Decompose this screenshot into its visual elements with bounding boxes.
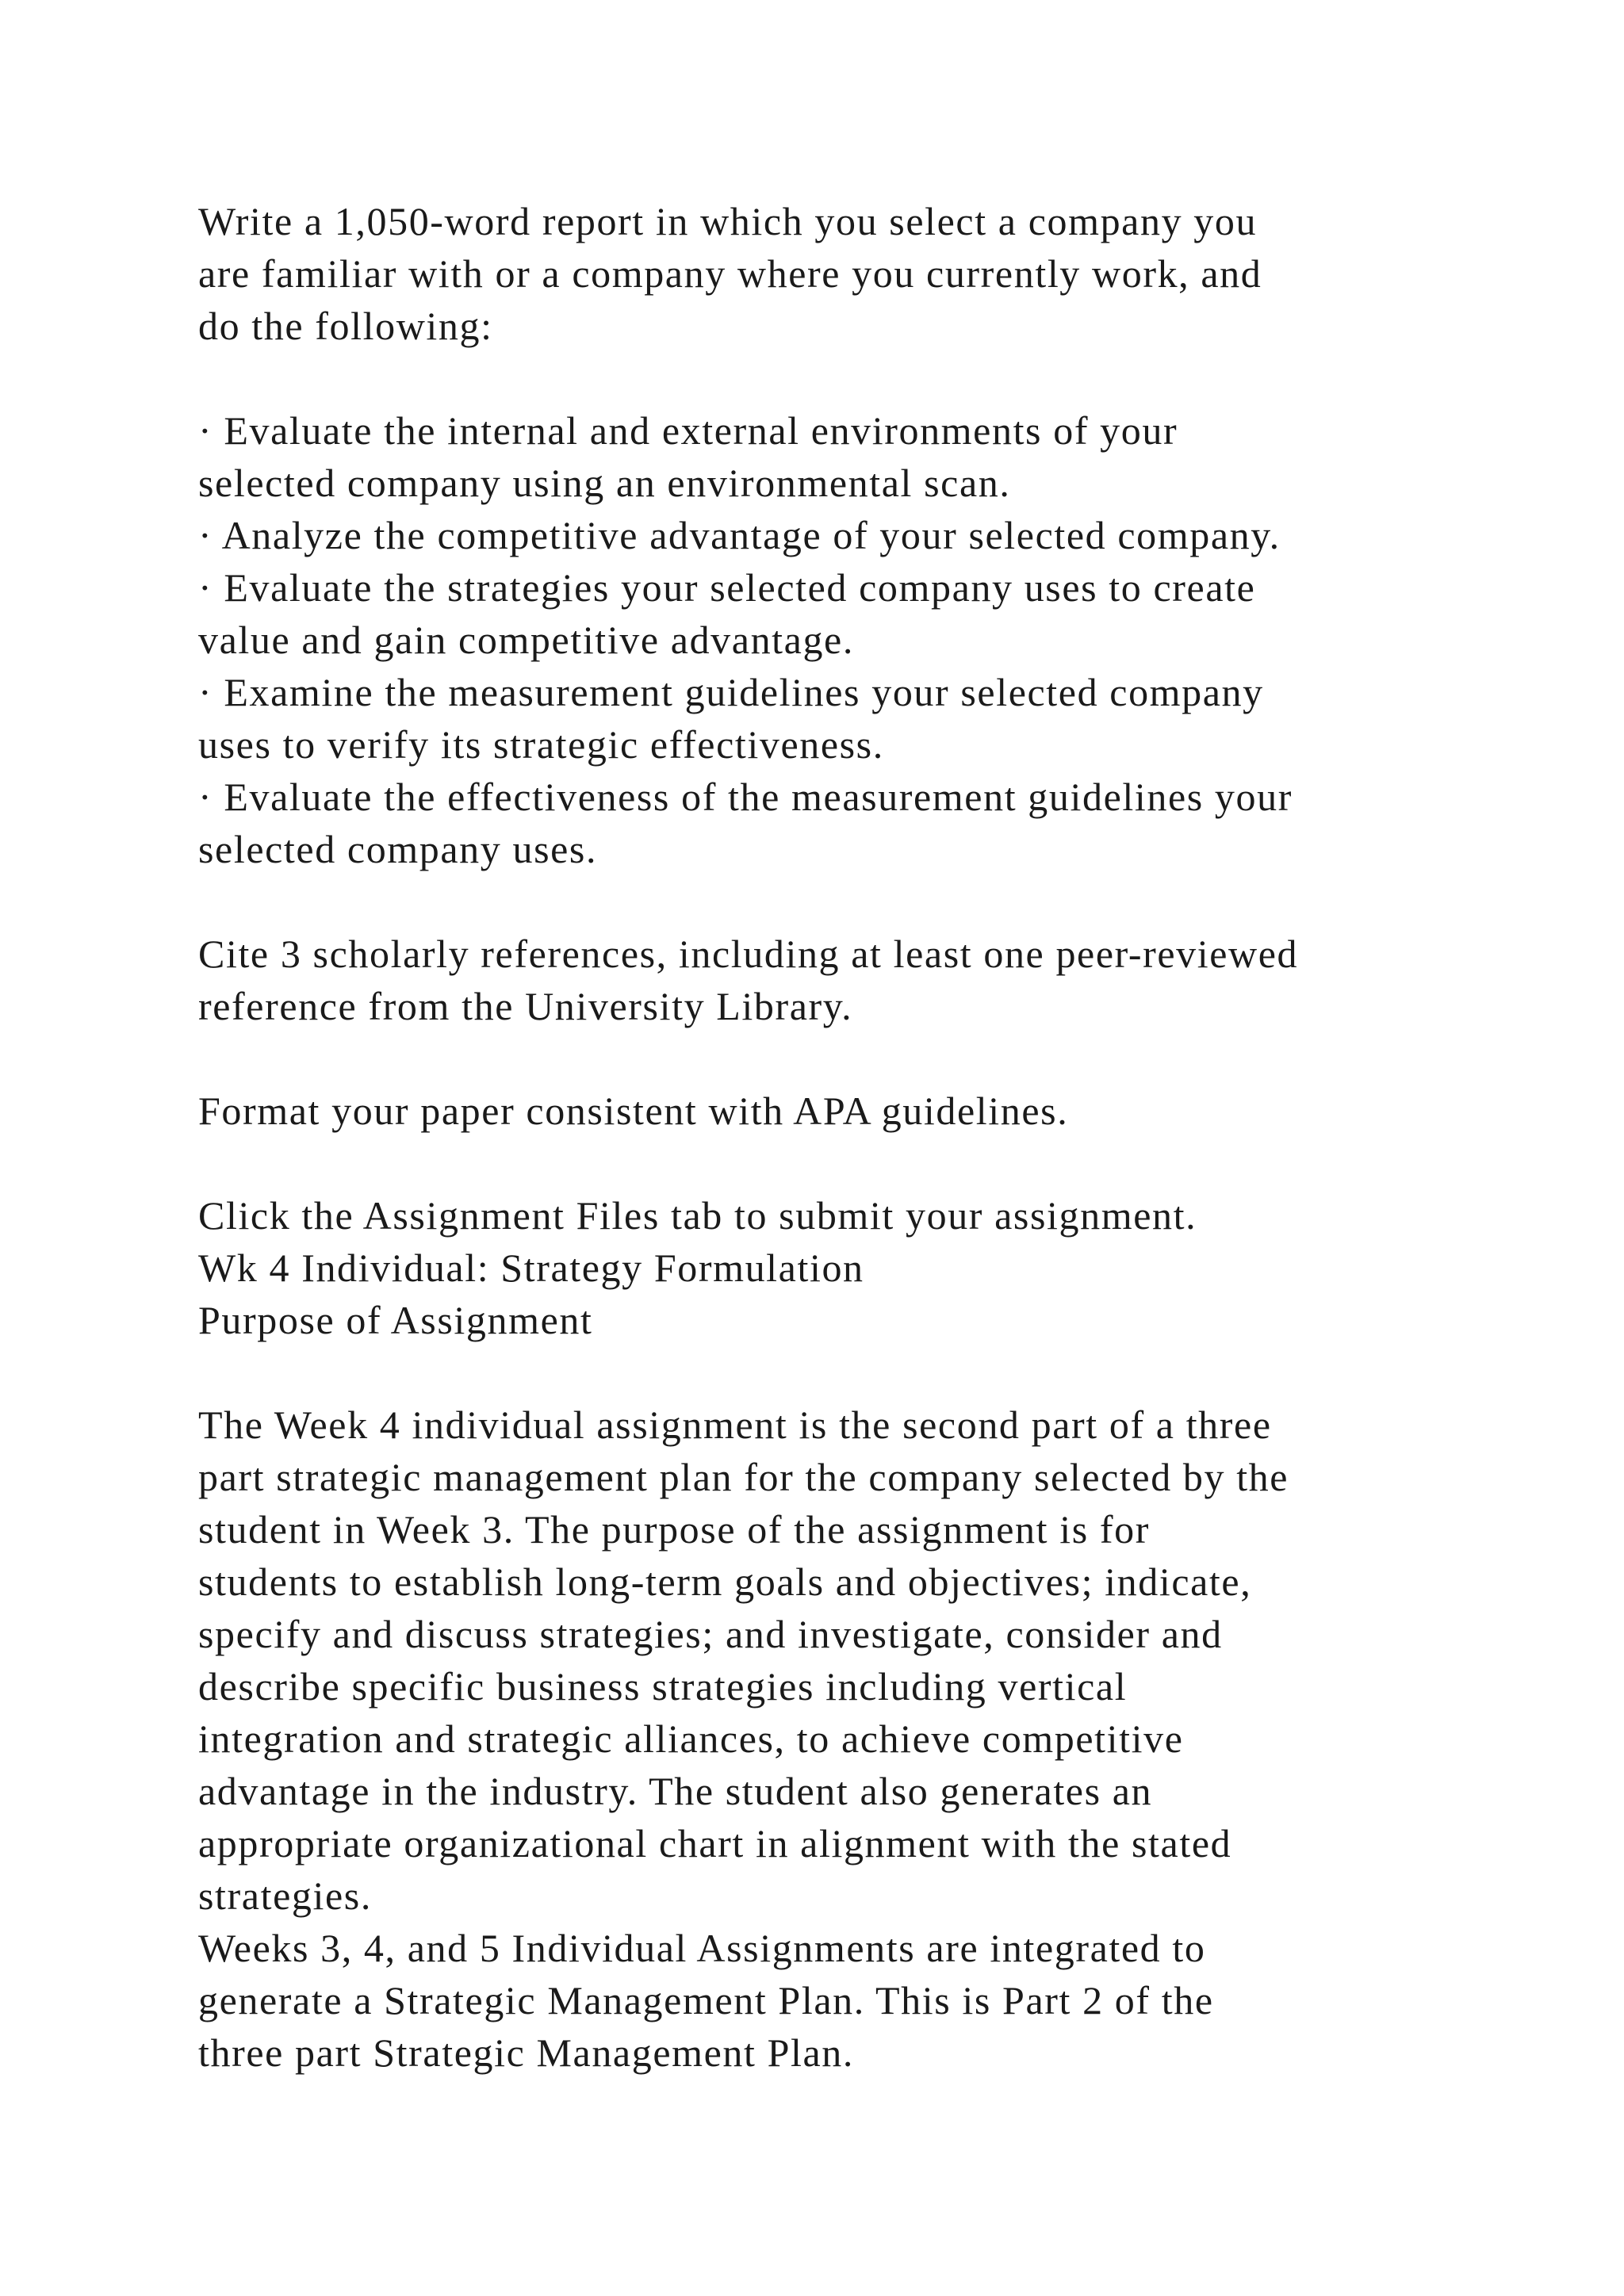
subsection-heading: Purpose of Assignment	[198, 1298, 593, 1342]
bullet-line: · Evaluate the effectiveness of the measurement guidelines your	[198, 775, 1293, 819]
body-line: do the following:	[198, 304, 493, 348]
bullet-line: · Examine the measurement guidelines your selected company	[198, 670, 1264, 714]
blank-line	[198, 1032, 1546, 1085]
body-line: value and gain competitive advantage.	[198, 618, 854, 662]
body-line: Weeks 3, 4, and 5 Individual Assignments are integrated to	[198, 1926, 1206, 1970]
body-line: appropriate organizational chart in alignment with the stated	[198, 1821, 1232, 1866]
blank-line	[198, 1346, 1546, 1399]
body-line: Cite 3 scholarly references, including at least one peer-reviewed	[198, 932, 1299, 976]
body-line: student in Week 3. The purpose of the assignment is for	[198, 1507, 1150, 1552]
blank-line	[198, 875, 1546, 928]
body-line: generate a Strategic Management Plan. This is Part 2 of the	[198, 1978, 1214, 2022]
body-line: describe specific business strategies including vertical	[198, 1664, 1128, 1709]
body-line: The Week 4 individual assignment is the second part of a three	[198, 1402, 1272, 1447]
body-line: reference from the University Library.	[198, 984, 853, 1028]
body-line: strategies.	[198, 1873, 372, 1918]
body-line: three part Strategic Management Plan.	[198, 2030, 854, 2075]
body-line: uses to verify its strategic effectiveness.	[198, 722, 884, 767]
bullet-line: · Analyze the competitive advantage of your selected company.	[198, 513, 1281, 557]
body-line: part strategic management plan for the company selected by the	[198, 1455, 1289, 1499]
body-line: students to establish long-term goals and objectives; indicate,	[198, 1559, 1252, 1604]
body-line: specify and discuss strategies; and investigate, consider and	[198, 1612, 1223, 1656]
body-line: Format your paper consistent with APA guidelines.	[198, 1089, 1069, 1133]
body-line: Write a 1,050-word report in which you select a company you	[198, 199, 1258, 243]
body-line: selected company using an environmental scan.	[198, 461, 1011, 505]
body-line: Click the Assignment Files tab to submit your assignment.	[198, 1193, 1197, 1238]
body-line: selected company uses.	[198, 827, 598, 871]
bullet-line: · Evaluate the internal and external environments of your	[198, 408, 1178, 453]
section-heading: Wk 4 Individual: Strategy Formulation	[198, 1246, 864, 1290]
body-line: are familiar with or a company where you currently work, and	[198, 251, 1262, 296]
body-line: integration and strategic alliances, to achieve competitive	[198, 1716, 1184, 1761]
body-line: advantage in the industry. The student also generates an	[198, 1769, 1153, 1813]
blank-line	[198, 1137, 1546, 1189]
bullet-line: · Evaluate the strategies your selected company uses to create	[198, 565, 1256, 610]
blank-line	[198, 352, 1546, 404]
document-body	[198, 195, 1546, 2079]
